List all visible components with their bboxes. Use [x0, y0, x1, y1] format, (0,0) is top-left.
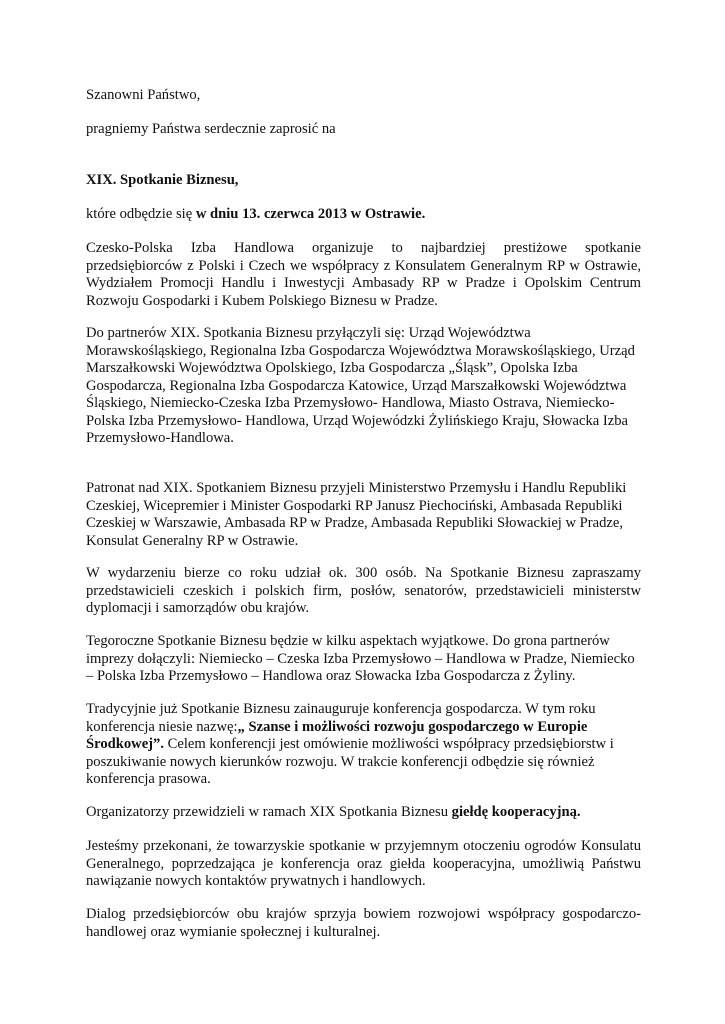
paragraph-organizer: Czesko-Polska Izba Handlowa organizuje to najbardziej prestiżowe spotkanie przedsiębiorców z Polski i Czech we współpracy z Konsulatem Generalnym RP w Ostrawie, Wydziałem Promocji Handlu i Inwestycji Ambasady RP w Pradze i Opolskim Centrum Rozwoju Gospodarki i Kubem Polskiego Biznesu w Pradze.: [86, 240, 641, 309]
salutation: Szanowni Państwo,: [86, 87, 201, 103]
paragraph-partners: Do partnerów XIX. Spotkania Biznesu przyłączyli się: Urząd Województwa Morawskośląskiego, Regionalna Izba Gospodarcza Województwa Morawskośląskiego, Urząd Marszałkowski Województwa Opolskiego, Izba Gospodarcza „Śląsk”, Opolska Izba Gospodarcza, Regionalna Izba Gospodarcza Katowice, Urząd Marszałkowski Województwa Śląskiego, Niemiecko-Czeska Izba Przemysłowo- Handlowa, Miasto Ostrava, Niemiecko- Polska Izba Przemysłowo- Handlowa, Urząd Wojewódzki Żylińskiego Kraju, Słowacka Izba Przemysłowo-Handlowa.: [86, 325, 635, 446]
paragraph-attendance: W wydarzeniu bierze co roku udział ok. 300 osób. Na Spotkanie Biznesu zapraszamy przedstawicieli czeskich i polskich firm, posłów, senatorów, przedstawicieli ministerstw dyplomacji i samorządów obu krajów.: [86, 565, 641, 616]
event-title: XIX. Spotkanie Biznesu,: [86, 172, 239, 188]
paragraph-exchange: Organizatorzy przewidzieli w ramach XIX Spotkania Biznesu giełdę kooperacyjną.: [86, 804, 581, 820]
paragraph-convinced: Jesteśmy przekonani, że towarzyskie spotkanie w przyjemnym otoczeniu ogrodów Konsulatu Generalnego, poprzedzająca je konferencja oraz giełda kooperacyjna, umożliwią Państwu nawiązanie nowych kontaktów prywatnych i handlowych.: [86, 838, 641, 889]
paragraph-unique: Tegoroczne Spotkanie Biznesu będzie w kilku aspektach wyjątkowe. Do grona partnerów imprezy dołączyli: Niemiecko – Czeska Izba Przemysłowo – Handlowa w Pradze, Niemiecko – Polska Izba Przemysłowo – Handlowa oraz Słowacka Izba Gospodarcza z Żyliny.: [86, 633, 635, 684]
paragraph-conference: Tradycyjnie już Spotkanie Biznesu zainauguruje konferencja gospodarcza. W tym roku konferencja niesie nazwę:„ Szanse i możliwości rozwoju gospodarczego w Europie Środkowej”. Celem konferencji jest omówienie możliwości współpracy przedsiębiorstw i poszukiwanie nowych kierunków rozwoju. W trakcie konferencji odbędzie się również konferencja prasowa.: [86, 701, 614, 787]
event-date-line: które odbędzie się w dniu 13. czerwca 2013 w Ostrawie.: [86, 206, 426, 222]
paragraph-dialog: Dialog przedsiębiorców obu krajów sprzyja bowiem rozwojowi współpracy gospodarczo- handlowej oraz wymianie społecznej i kulturalnej.: [86, 906, 641, 940]
invitation-line: pragniemy Państwa serdecznie zaprosić na: [86, 121, 336, 137]
paragraph-patronage: Patronat nad XIX. Spotkaniem Biznesu przyjeli Ministerstwo Przemysłu i Handlu Republiki Czeskiej, Wicepremier i Minister Gospodarki RP Janusz Piechociński, Ambasada Republiki Czeskiej w Warszawie, Ambasada RP w Pradze, Ambasada Republiki Słowackiej w Pradze, Konsulat Generalny RP w Ostrawie.: [86, 480, 627, 549]
